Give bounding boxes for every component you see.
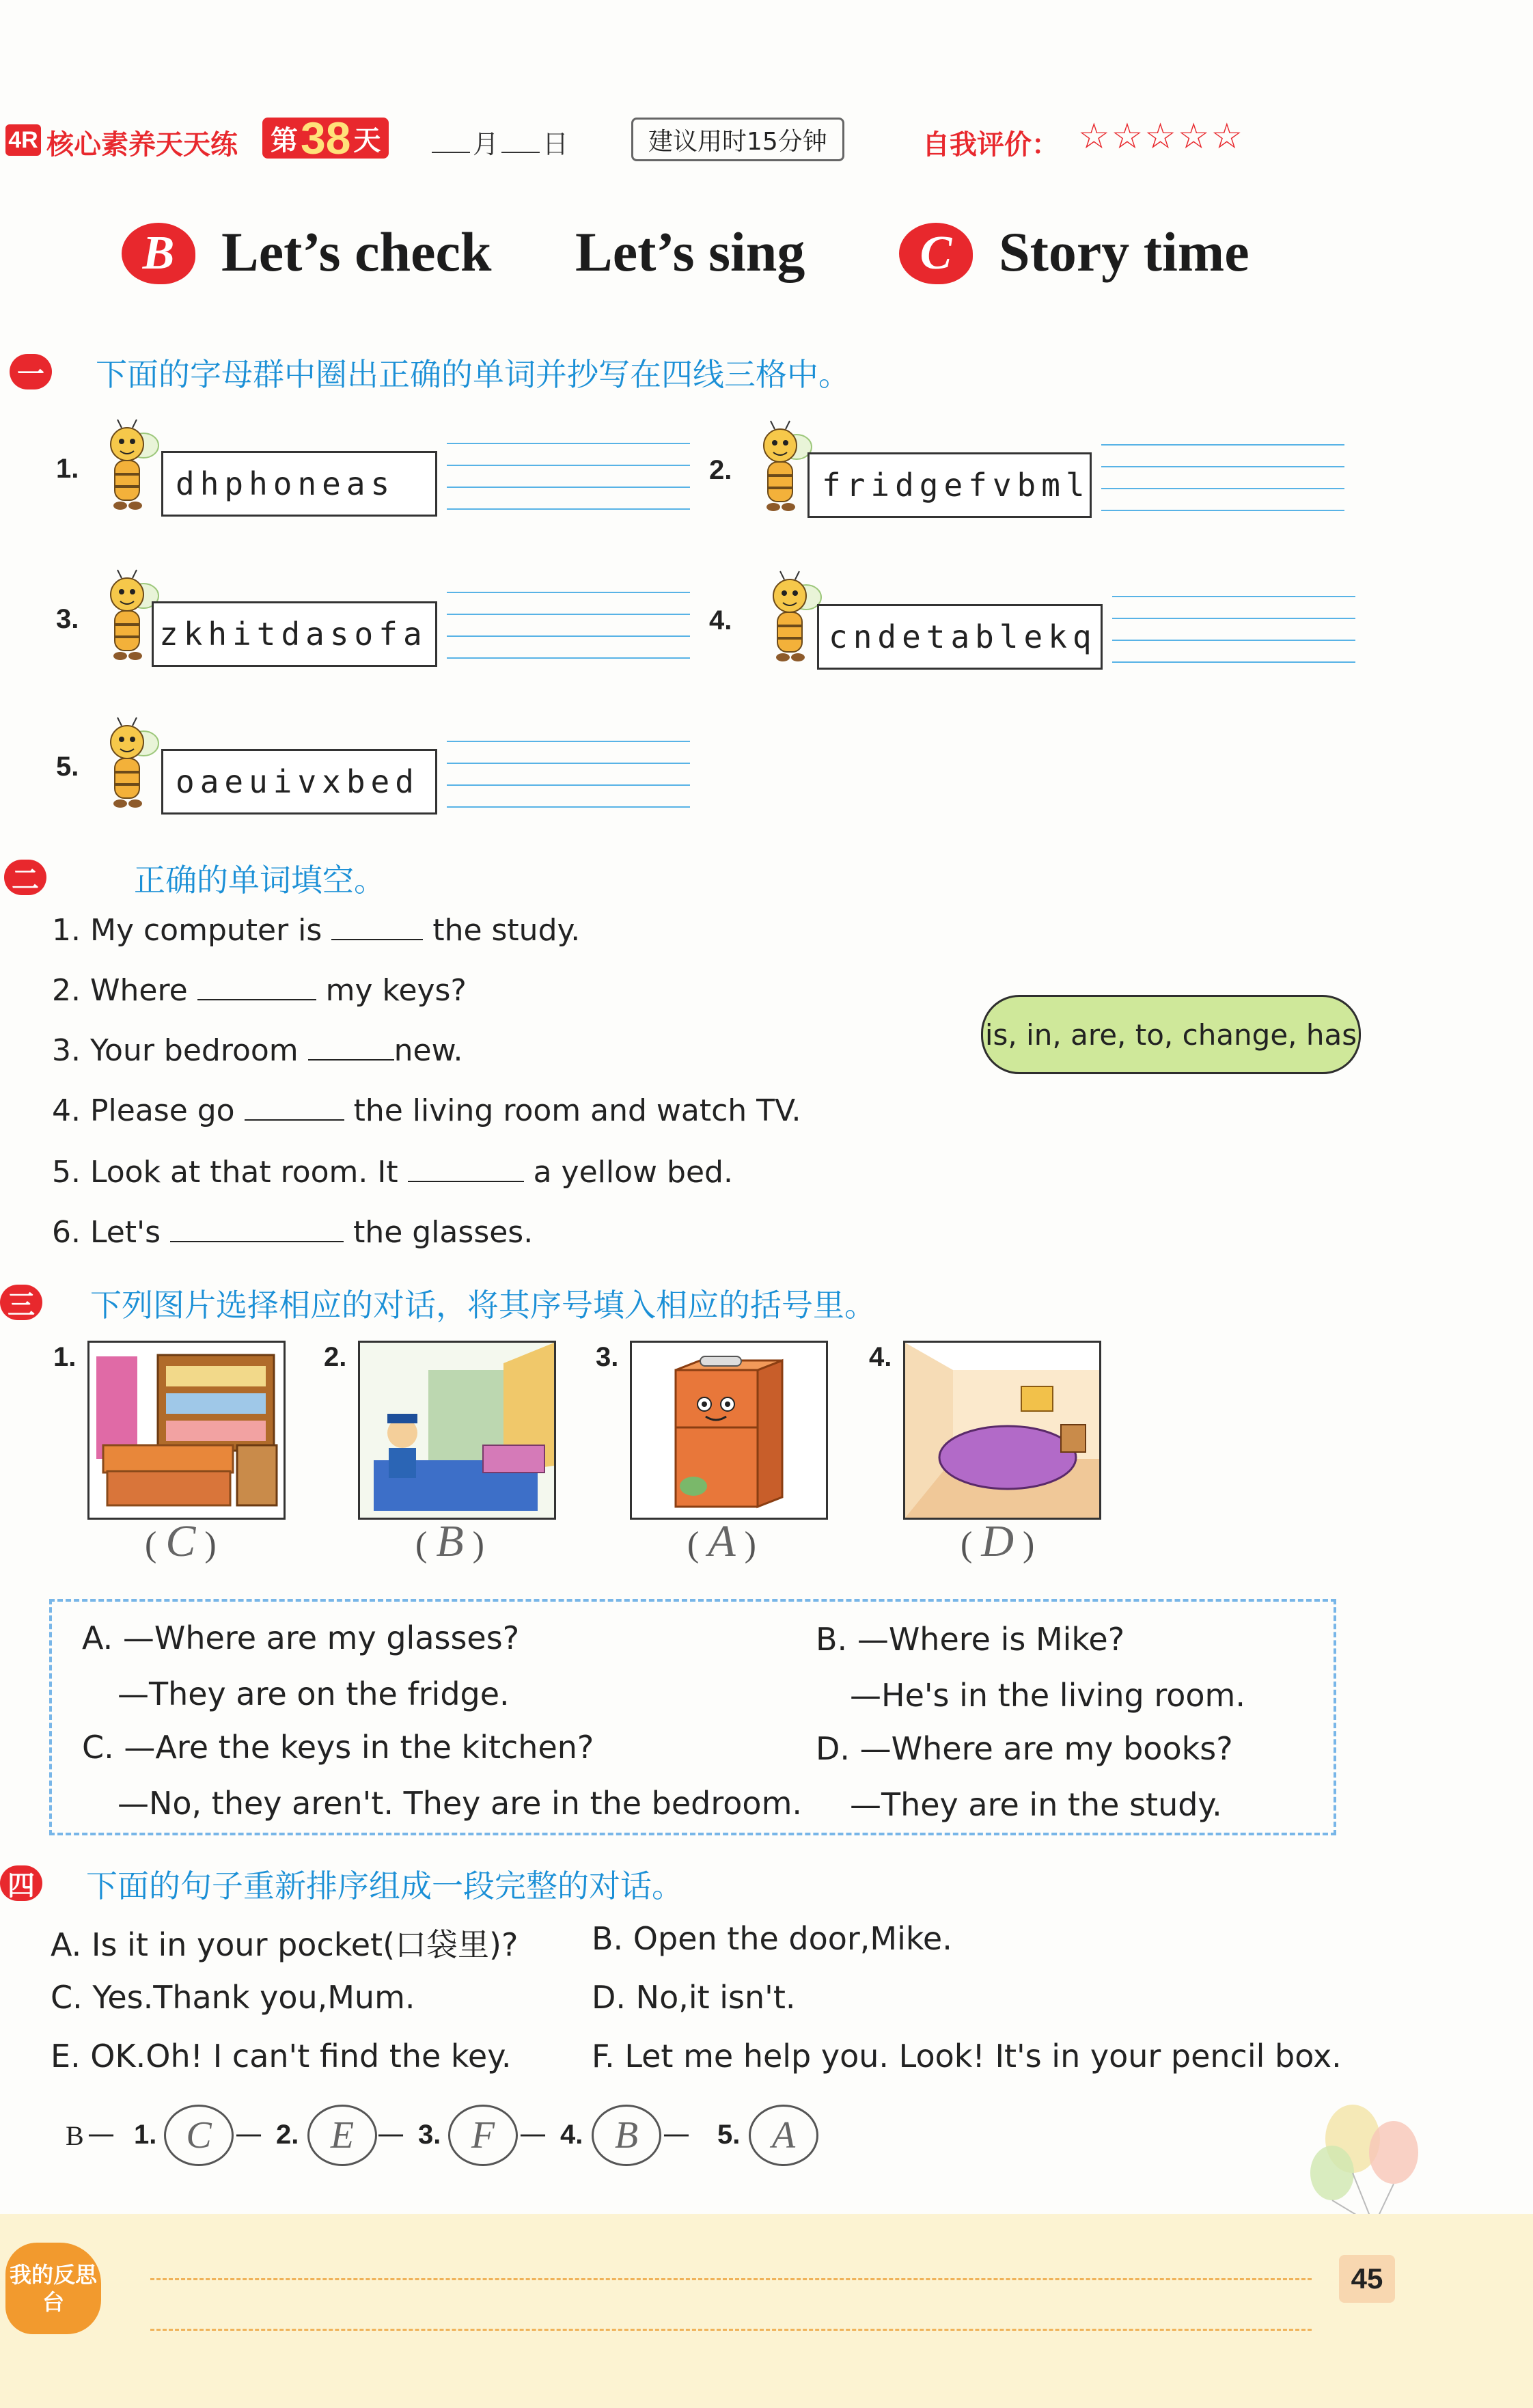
order-number: 2. — [276, 2120, 299, 2150]
bedroom-picture — [903, 1341, 1101, 1520]
picture-number: 4. — [869, 1342, 892, 1372]
reflection-line[interactable] — [150, 2278, 1312, 2280]
dialogue-c — [82, 1729, 594, 1766]
dialogue-c-answer: —No, they aren't. They are in the bedroom. — [118, 1785, 803, 1822]
four-line-grid[interactable] — [447, 443, 690, 514]
order-number: 3. — [418, 2120, 441, 2150]
footer-band — [0, 2214, 1533, 2408]
living-room-picture — [358, 1341, 556, 1520]
sentence-after: my keys? — [325, 973, 467, 1008]
part-3-instruction: 下列图片选择相应的对话，将其序号填入相应的括号里。 — [90, 1287, 876, 1324]
day-number: 38 — [301, 113, 351, 163]
dialogue-b — [816, 1621, 1124, 1658]
dialogue-question: —Where is Mike? — [857, 1621, 1125, 1658]
day-prefix: 第 — [271, 124, 298, 156]
handwritten-answer: A — [771, 2114, 796, 2157]
part-2-instruction: 正确的单词填空。 — [134, 862, 385, 899]
sentence-number: 3. — [52, 1033, 81, 1068]
answer-blank[interactable] — [331, 939, 423, 940]
sentence-b: B. Open the door,Mike. — [592, 1920, 952, 1957]
letter-group[interactable]: zkhitdasofa — [152, 601, 437, 667]
picture-number: 1. — [53, 1342, 77, 1372]
handwritten-answer: D — [981, 1516, 1014, 1566]
reflection-line[interactable] — [150, 2329, 1312, 2331]
answer-blank[interactable] — [408, 1181, 524, 1182]
reflection-badge: 我的反思台 — [5, 2243, 101, 2334]
fill-sentence — [52, 1033, 463, 1068]
series-logo: 4R — [5, 124, 41, 156]
sentence-d: D. No,it isn't. — [592, 1979, 796, 2016]
page-number: 45 — [1339, 2255, 1395, 2303]
bee-icon — [754, 420, 816, 515]
four-line-grid[interactable] — [1101, 444, 1344, 515]
order-answer-circle[interactable] — [592, 2105, 661, 2166]
title-lets-sing: Let’s sing — [575, 221, 805, 283]
arrow-icon: — — [377, 2118, 404, 2150]
sentence-before: Where — [89, 973, 188, 1008]
four-line-grid[interactable] — [447, 592, 690, 663]
study-picture — [87, 1341, 286, 1520]
day-suffix: 天 — [353, 124, 381, 156]
letter-group[interactable]: cndetablekq — [817, 604, 1103, 670]
sentence-after: new. — [393, 1033, 463, 1068]
dialogue-a-answer: —They are on the fridge. — [118, 1675, 510, 1712]
month-label: 月 — [473, 129, 499, 159]
day-badge — [262, 113, 389, 163]
handwritten-answer: C — [186, 2114, 212, 2157]
title-story-time: Story time — [999, 221, 1249, 283]
option-label: D. — [816, 1730, 851, 1767]
letter-group[interactable]: fridgefvbml — [807, 452, 1092, 518]
sentence-before: My computer is — [89, 913, 322, 948]
part-2-number: 二 — [4, 860, 46, 895]
handwritten-answer: E — [330, 2114, 355, 2157]
date-field — [429, 123, 568, 161]
title-lets-check: Let’s check — [221, 221, 492, 283]
month-blank[interactable] — [432, 152, 470, 153]
letter-group[interactable]: oaeuivxbed — [161, 749, 437, 815]
part-1-instruction: 下面的字母群中圈出正确的单词并抄写在四线三格中。 — [96, 356, 850, 393]
sentence-f: F. Let me help you. Look! It's in your pencil box. — [592, 2038, 1342, 2075]
option-label: A. — [82, 1619, 113, 1656]
handwritten-answer: B — [614, 2114, 639, 2157]
part-4-instruction: 下面的句子重新排序组成一段完整的对话。 — [86, 1867, 683, 1904]
bee-icon — [101, 716, 163, 812]
four-line-grid[interactable] — [447, 741, 690, 812]
answer-blank[interactable] — [308, 1059, 394, 1061]
letter-group[interactable]: dhphoneas — [161, 451, 437, 517]
order-answer-circle[interactable] — [448, 2105, 518, 2166]
dialogue-question: —Are the keys in the kitchen? — [124, 1729, 594, 1766]
dialogue-d-answer: —They are in the study. — [850, 1786, 1222, 1823]
sentence-before: Your bedroom — [89, 1033, 299, 1068]
fill-sentence — [52, 973, 467, 1008]
time-suggestion: 建议用时15分钟 — [631, 118, 844, 161]
order-answer-circle[interactable] — [307, 2105, 377, 2166]
order-number: 5. — [717, 2120, 741, 2150]
sentence-after: the living room and watch TV. — [353, 1093, 801, 1128]
bee-icon — [101, 418, 163, 514]
picture-number: 3. — [596, 1342, 619, 1372]
handwritten-answer: B — [436, 1516, 464, 1566]
rating-stars[interactable]: ☆☆☆☆☆ — [1078, 116, 1245, 157]
sentence-after: the study. — [432, 913, 581, 948]
fill-sentence — [52, 913, 580, 948]
sentence-after: a yellow bed. — [533, 1155, 733, 1190]
handwritten-answer: C — [165, 1516, 196, 1566]
dialogue-b-answer: —He's in the living room. — [850, 1677, 1245, 1714]
item-number: 2. — [709, 455, 732, 485]
arrow-icon: — — [235, 2118, 262, 2150]
brand-title: 核心素养天天练 — [46, 129, 238, 161]
order-number: 4. — [560, 2120, 583, 2150]
option-label: B. — [816, 1621, 848, 1658]
fill-sentence — [52, 1155, 733, 1190]
sentence-e: E. OK.Oh! I can't find the key. — [51, 2038, 512, 2075]
sentence-after: the glasses. — [353, 1215, 534, 1250]
sentence-number: 2. — [52, 973, 81, 1008]
balloons-icon — [1298, 2091, 1435, 2228]
part-1-number: 一 — [10, 354, 52, 389]
item-number: 1. — [56, 454, 79, 484]
dialogue-a — [82, 1619, 519, 1656]
self-eval-label: 自我评价： — [922, 129, 1059, 161]
section-b-badge: B — [122, 223, 195, 284]
sentence-c: C. Yes.Thank you,Mum. — [51, 1979, 415, 2016]
day-blank[interactable] — [501, 152, 540, 153]
order-number: 1. — [134, 2120, 157, 2150]
answer-parentheses[interactable]: ( D ) — [961, 1516, 1035, 1566]
sentence-before: Look at that room. It — [89, 1155, 398, 1190]
arrow-icon: — — [87, 2118, 115, 2150]
order-answer-circle[interactable] — [164, 2105, 234, 2166]
day-label: 日 — [542, 129, 569, 159]
bee-icon — [764, 570, 825, 666]
answer-blank[interactable] — [245, 1119, 344, 1121]
answer-parentheses[interactable]: ( A ) — [687, 1516, 756, 1566]
word-bank: is, in, are, to, change, has — [981, 995, 1361, 1074]
item-number: 4. — [709, 605, 732, 635]
chain-start: B — [66, 2120, 84, 2151]
dialogue-question: —Where are my glasses? — [122, 1619, 520, 1656]
fill-sentence — [52, 1215, 533, 1250]
fridge-picture — [630, 1341, 828, 1520]
sentence-before: Let's — [89, 1215, 161, 1250]
part-3-number: 三 — [0, 1285, 42, 1320]
picture-number: 2. — [324, 1342, 347, 1372]
four-line-grid[interactable] — [1112, 596, 1355, 667]
arrow-icon: — — [519, 2118, 547, 2150]
section-c-badge: C — [899, 223, 973, 284]
answer-parentheses[interactable]: ( B ) — [415, 1516, 484, 1566]
item-number: 3. — [56, 604, 79, 634]
sentence-number: 1. — [52, 913, 81, 948]
answer-blank[interactable] — [197, 999, 316, 1000]
part-4-number: 四 — [0, 1865, 42, 1901]
order-answer-circle[interactable] — [749, 2105, 818, 2166]
arrow-icon: — — [663, 2118, 690, 2150]
sentence-a: A. Is it in your pocket(口袋里)? — [51, 1926, 519, 1963]
sentence-number: 4. — [52, 1093, 81, 1128]
handwritten-answer: F — [471, 2114, 495, 2157]
handwritten-answer: A — [708, 1516, 736, 1566]
option-label: C. — [82, 1729, 114, 1766]
fill-sentence — [52, 1093, 801, 1128]
sentence-number: 6. — [52, 1215, 81, 1250]
answer-parentheses[interactable]: ( C ) — [145, 1516, 217, 1566]
dialogue-question: —Where are my books? — [859, 1730, 1233, 1767]
item-number: 5. — [56, 752, 79, 782]
answer-blank[interactable] — [170, 1241, 344, 1242]
dialogue-d — [816, 1730, 1233, 1767]
sentence-before: Please go — [89, 1093, 235, 1128]
sentence-number: 5. — [52, 1155, 81, 1190]
